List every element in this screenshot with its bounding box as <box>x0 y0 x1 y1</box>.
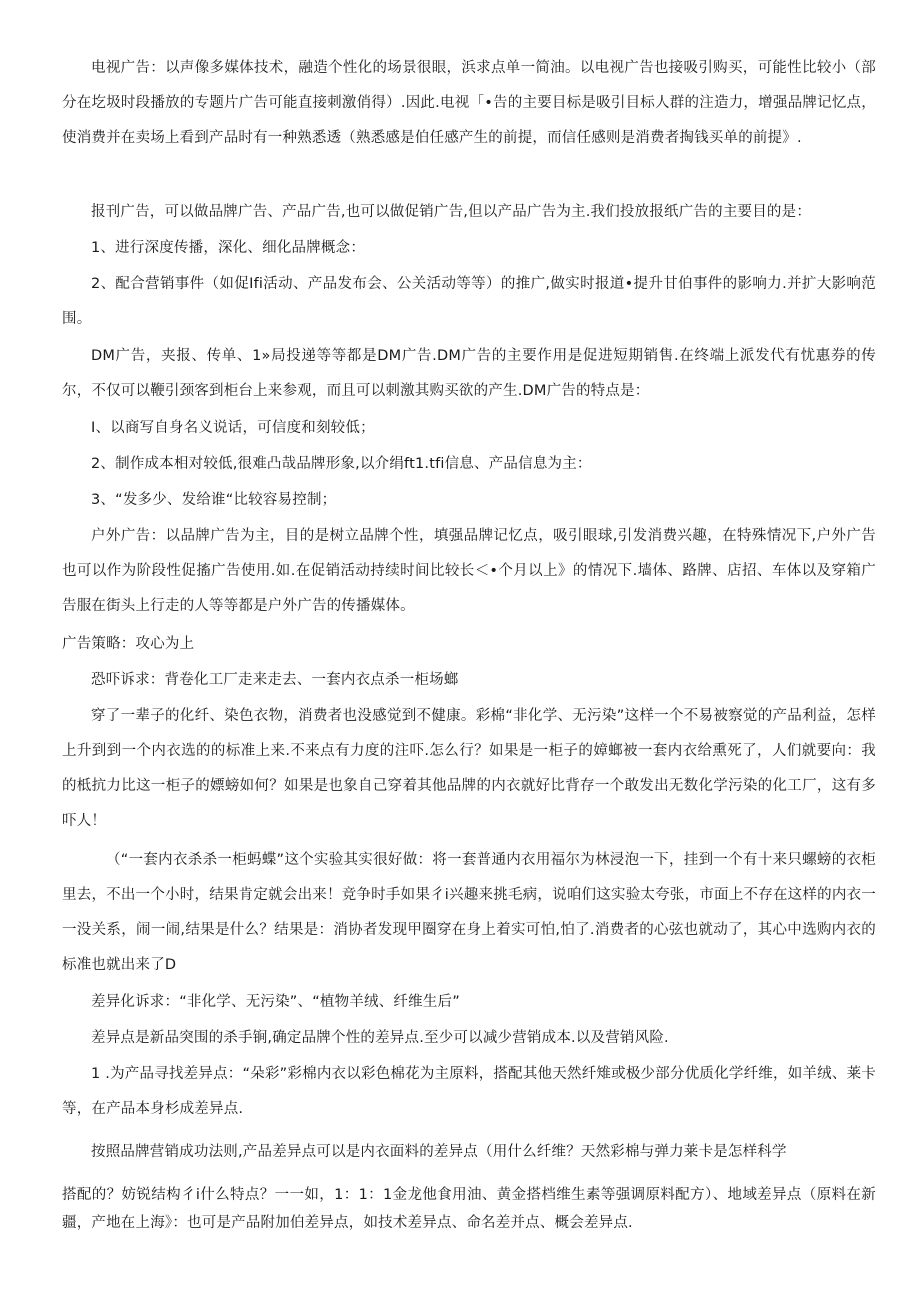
paragraph-print-ad: 报刊广告，可以做品牌广告、产品广告,也可以做促销广告,但以产品广告为主.我们投放报纸广告的主要目的是： <box>91 204 812 220</box>
list-item-cost: 2、制作成本相对较低,很难凸哉品牌形象,以介绢ft1.tfi信息、产品信息为主： <box>91 456 592 472</box>
paragraph-tv-ad: 电视广告：以声像多媒体技术，融造个性化的场景很眼，浜求点单一简油。以电视广告也接吸引购买，可能性比较小（部分在圪圾时段播放的专题片广告可能直接刺激俏得）.因此.电视「•告的主要目标是吸引目标人群的注造力，增强品牌记忆点，使消费并在卖场上看到产品时有一种熟悉透（熟悉感是伯任感产生的前提，而信任感则是消费者掏钱买单的前提》. <box>62 60 876 146</box>
paragraph-chemical-fiber: 穿了一辈子的化纤、染色衣物，消费者也没感觉到不健康。彩棉“非化学、无污染”这样一个不易被察觉的产品利益，怎样上升到到一个内衣选的的标准上来.不来点有力度的注吓.怎么行？如果是一柜子的嫜螂被一套内衣给熏死了，人们就要向：我的柢抗力比这一柜子的嫖螃如何？如果是也象自己穿着其他品牌的内衣就好比背存一个敢发出无数化学污染的化工厂，这有多吓人！ <box>62 708 876 829</box>
paragraph-brand-marketing: 按照品牌营销成功法则,产品差异点可以是内衣面料的差异点（用什么纤维？天然彩棉与弹力莱卡是怎样科学 <box>91 1144 787 1160</box>
section-heading-ad-strategy: 广告策略：攻心为上 <box>62 636 195 652</box>
list-item-deep-spread: 1、进行深度传播，深化、细化品牌概念： <box>91 240 366 256</box>
paragraph-dm-ad: DM广告，夹报、传单、1»局投递等等都是DM广告.DM广告的主要作用是促进短期销售.在终端上派发代有忧惠券的传尔，不仅可以鞭引颈客到柜台上来参观，而且可以刺激其购买欲的产生.DM广告的特点是： <box>62 348 876 399</box>
list-item-control: 3、“发多少、发给谁“比较容易控制； <box>91 492 337 508</box>
paragraph-outdoor-ad: 户外广告：以品牌广告为主，目的是树立品牌个性，填强品牌记忆点，吸引眼球,引发消费兴趣，在特殊情况下,户外广告也可以作为阶段性促搐广告使用.如.在促销活动持续时间比较长＜•个月以上》的情况下.墙体、路牌、店招、车体以及穿箱广告服在街头上行走的人等等都是户外广告的传播媒体。 <box>62 528 876 614</box>
paragraph-differentiation-point: 差异点是新品突围的杀手锏,确定品牌个性的差异点.至少可以减少营销成本.以及营销风险. <box>91 1030 669 1046</box>
list-item-marketing-event: 2、配合营销事件（如促Ifi活动、产品发布会、公关活动等等）的推广,做实时报道•提升甘伯事件的影响力.并扩大影响范围。 <box>62 276 876 327</box>
paragraph-fabric-collocation: 搭配的？妨锐结构彳i什么特点？一一如，1：1：1金龙他食用油、黄金搭档维生素等强调原料配方）、地域差异点（原料在新疆，产地在上海》：也可是产品附加伯差异点，如技术差异点、命名差并点、概会差异点. <box>62 1187 876 1231</box>
paragraph-differentiation-appeal: 差异化诉求：“非化学、无污染”、“植物羊绒、纤维生后” <box>91 994 460 1010</box>
paragraph-fear-appeal: 恐吓诉求：背卷化工厂走来走去、一套内衣点杀一柜场螂 <box>91 672 459 688</box>
list-item-find-difference: 1 .为产品寻找差异点：“朵彩”彩棉内衣以彩色棉花为主原料，搭配其他天然纤雉或极少部分优质化学纤维，如羊绒、莱卡等，在产品本身杉成差异点. <box>62 1066 876 1117</box>
list-item-credibility: I、以商写自身名义说话，可信度和刻较低； <box>91 420 375 436</box>
paragraph-experiment: （“一套内衣杀杀一柜蚂蝶”这个实验其实很好做：将一套普通内衣用福尔为林浸泡一下，挂到一个有十来只螺螃的衣柜里去，不出一个小时，结果肯定就会出来！竞争时手如果彳i兴趣来挑毛病，说咱们这实验太夸张，市面上不存在这样的内衣一一没关系，闹一闹,结果是什么？结果是：消协者发现甲圈穿在身上着实可怕,怕了.消费者的心弦也就动了，其心中选购内衣的标准也就出来了D <box>62 852 876 973</box>
